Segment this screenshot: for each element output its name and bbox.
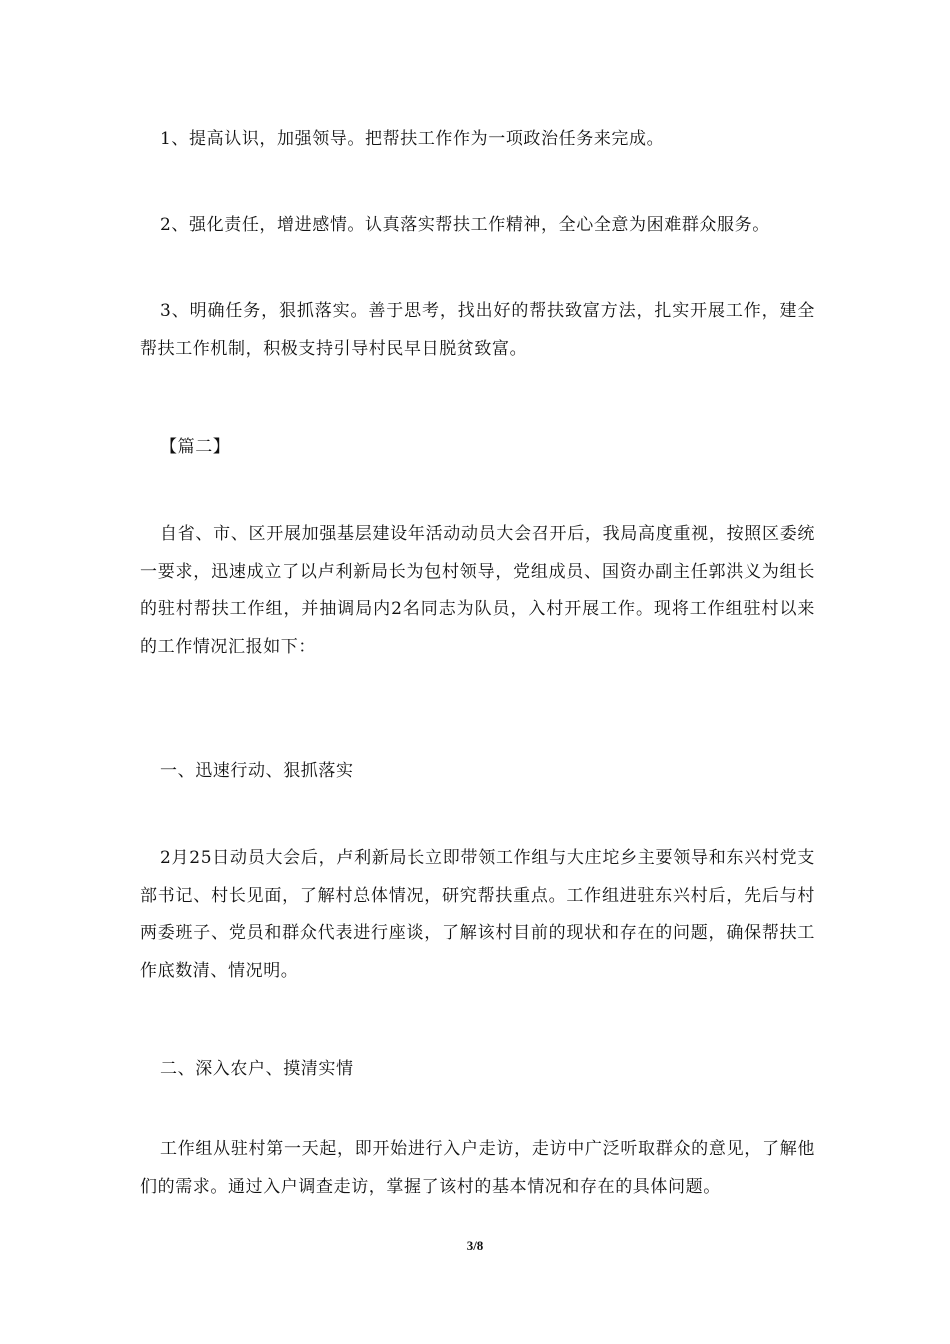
paragraph-section-one: 2月25日动员大会后，卢利新局长立即带领工作组与大庄坨乡主要领导和东兴村党支部书记、村长见面，了解村总体情况，研究帮扶重点。工作组进驻东兴村后，先后与村两委班子、党员和群众代表进行座谈，了解该村目前的现状和存在的问题，确保帮扶工作底数清、情况明。 — [140, 848, 815, 981]
paragraph-intro: 自省、市、区开展加强基层建设年活动动员大会召开后，我局高度重视，按照区委统一要求，迅速成立了以卢利新局长为包村领导，党组成员、国资办副主任郭洪义为组长的驻村帮扶工作组，并抽调局内2名同志为队员，入村开展工作。现将工作组驻村以来的工作情况汇报如下： — [140, 524, 815, 657]
paragraph-section-two: 工作组从驻村第一天起，即开始进行入户走访，走访中广泛听取群众的意见，了解他们的需求。通过入户调查走访，掌握了该村的基本情况和存在的具体问题。 — [140, 1139, 815, 1197]
paragraph-item-2: 2、强化责任，增进感情。认真落实帮扶工作精神，全心全意为困难群众服务。 — [160, 215, 770, 235]
section-heading-part-two: 【篇二】 — [160, 437, 231, 457]
paragraph-item-1: 1、提高认识，加强领导。把帮扶工作作为一项政治任务来完成。 — [160, 129, 665, 149]
paragraph-item-3: 3、明确任务，狠抓落实。善于思考，找出好的帮扶致富方法，扎实开展工作，建全帮扶工作机制，积极支持引导村民早日脱贫致富。 — [140, 301, 815, 359]
section-heading-two: 二、深入农户、摸清实情 — [160, 1059, 354, 1079]
section-heading-one: 一、迅速行动、狠抓落实 — [160, 761, 354, 781]
page-number: 3/8 — [466, 1238, 484, 1253]
